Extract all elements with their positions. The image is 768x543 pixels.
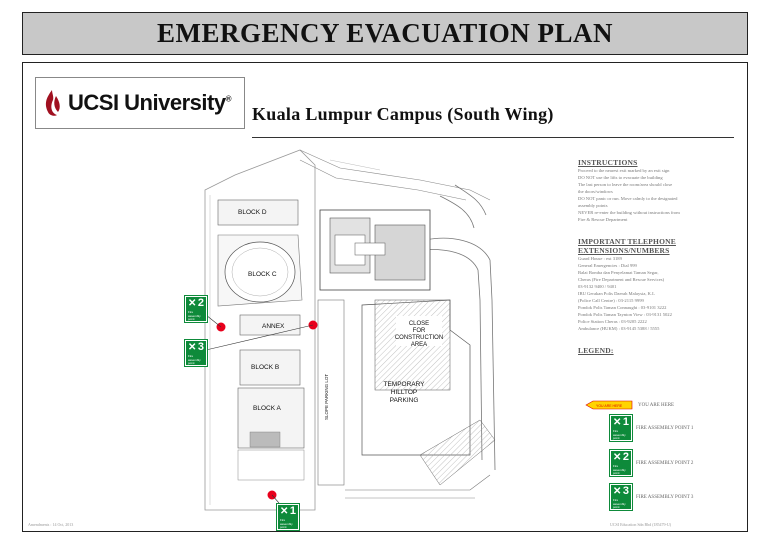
legend-heading: LEGEND: — [578, 346, 614, 355]
amendment-note: Amendments : 14 Oct, 2013 — [28, 522, 74, 527]
telephone-heading: IMPORTANT TELEPHONE — [578, 237, 676, 246]
instruction-line: Proceed to the nearest exit marked by an exit sign — [578, 168, 670, 173]
instruction-line: Fire & Rescue Department — [578, 217, 628, 222]
svg-text:YOU ARE HERE: YOU ARE HERE — [596, 404, 623, 408]
university-name: UCSI University® — [68, 90, 231, 115]
phone-line: IBU Gerakan Polis Daerah Malaysia, K.L — [578, 291, 655, 296]
telephone-heading-2: EXTENSIONS/NUMBERS — [578, 246, 670, 255]
area-label: AREA — [410, 342, 428, 348]
construction-label: CONSTRUCTION — [394, 335, 444, 341]
assembly-point-2-icon: ✕ 2 Fire assembly point — [610, 450, 632, 476]
phone-line: Guard House : ext 3189 — [578, 256, 622, 261]
phone-line: (Police Call Centre) : 03-2115 9999 — [578, 298, 644, 303]
legend-assembly-1: ✕ 1 Fire assembly point FIRE ASSEMBLY POINT 1 — [610, 415, 693, 441]
page-title: EMERGENCY EVACUATION PLAN — [156, 18, 614, 48]
slope-parking-label: SLOPE PARKING LOT — [324, 373, 329, 420]
instruction-line: DO NOT panic or run. Move calmly to the designated — [578, 196, 678, 201]
instruction-line: NEVER re-enter the building without instructions from — [578, 210, 680, 215]
info-panel — [578, 158, 738, 355]
temporary-label: TEMPORARY — [383, 381, 425, 388]
annex-label: ANNEX — [262, 323, 285, 330]
phone-line: 03-9132 9400 / 9401 — [578, 284, 617, 289]
block-c-label: BLOCK C — [248, 271, 277, 278]
assembly-point-1-icon: ✕ 1 Fire assembly point — [610, 415, 632, 441]
phone-line: Pondok Polis Taman Taynton View : 03-9131 5022 — [578, 312, 672, 317]
phone-line: Ambulance (HUKM) : 03-9145 5388 / 5555 — [578, 326, 660, 331]
for-label: FOR — [412, 328, 426, 334]
legend-assembly-3: ✕ 3 Fire assembly point FIRE ASSEMBLY POINT 3 — [610, 484, 693, 510]
close-label: CLOSE — [408, 321, 430, 327]
company-note: UCSI Education Sdn Bhd (185479-U) — [610, 522, 672, 527]
hilltop-label: HILLTOP — [390, 389, 418, 396]
instruction-line: The last person to leave the room/area should close — [578, 182, 673, 187]
block-a-label: BLOCK A — [253, 405, 281, 412]
phone-line: General Emergencies : Dial 999 — [578, 263, 637, 268]
phone-line: Cheras (Fire Department and Rescue Services) — [578, 277, 665, 282]
parking-label: PARKING — [389, 397, 419, 404]
assembly-point-2-sign: ✕ 2 Fire assembly point — [185, 296, 207, 322]
phone-line: Balai Bomba dan Penyelamat Taman Segar, — [578, 270, 659, 275]
assembly-point-1-sign: ✕ 1 Fire assembly point — [277, 504, 299, 530]
campus-name: Kuala Lumpur Campus (South Wing) — [252, 104, 554, 124]
phone-line: Pondok Polis Taman Connaught : 03-9101 3222 — [578, 305, 667, 310]
instruction-line: assembly points — [578, 203, 608, 208]
you-are-here-arrow-icon — [584, 400, 634, 410]
legend-you-are-here: YOU ARE HERE YOU ARE HERE — [584, 400, 674, 410]
block-d-label: BLOCK D — [238, 209, 267, 216]
assembly-point-3-icon: ✕ 3 Fire assembly point — [610, 484, 632, 510]
instruction-line: DO NOT use the lifts to evacuate the building — [578, 175, 663, 180]
phone-line: Police Station Cheras : 03-9205 2222 — [578, 319, 647, 324]
assembly-point-3-sign: ✕ 3 Fire assembly point — [185, 340, 207, 366]
instruction-line: the doors/windows — [578, 189, 613, 194]
block-b-label: BLOCK B — [251, 364, 280, 371]
legend-assembly-2: ✕ 2 Fire assembly point FIRE ASSEMBLY POINT 2 — [610, 450, 693, 476]
instructions-heading: INSTRUCTIONS — [578, 158, 638, 167]
